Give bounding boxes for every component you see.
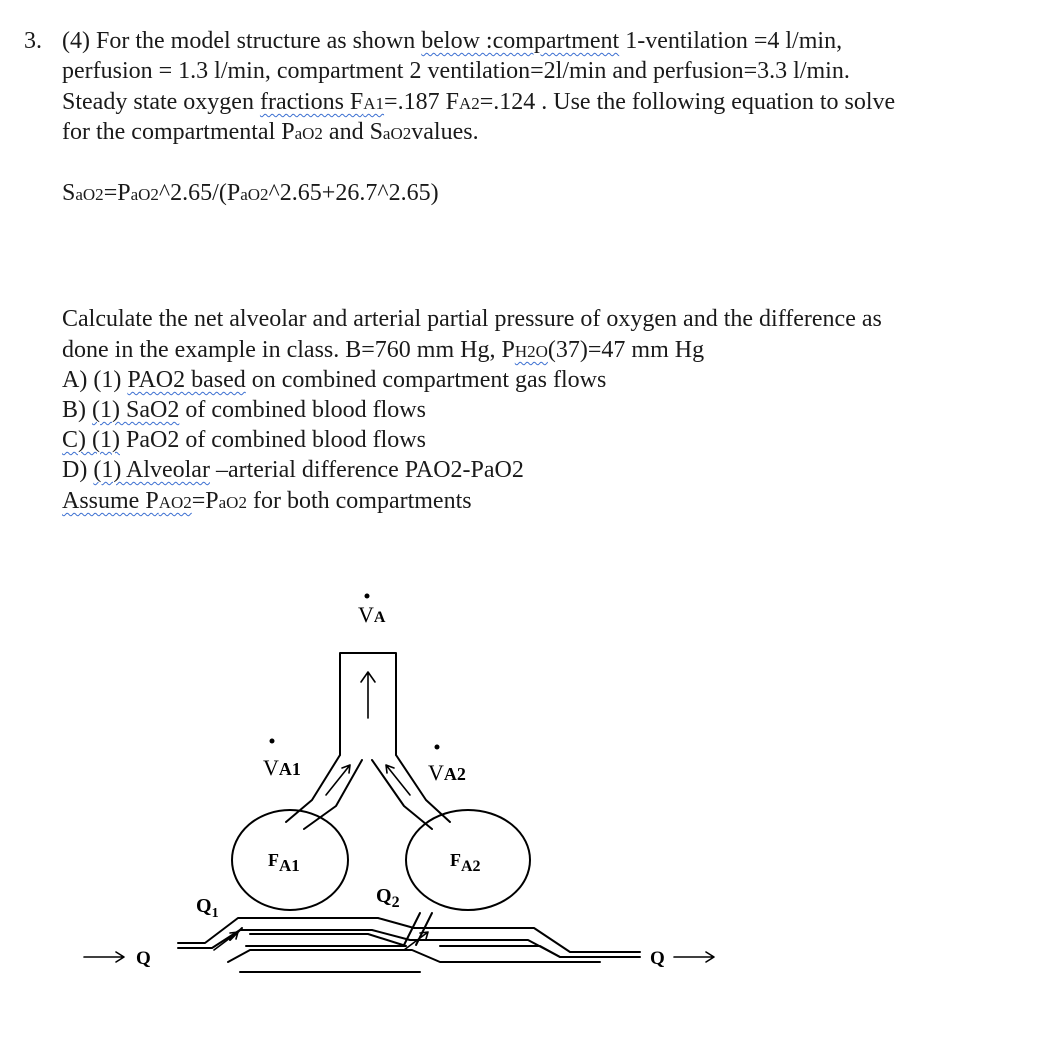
question-number: 3. [24, 28, 42, 54]
fa1-label: FA1 [268, 850, 300, 875]
va-label: VA [358, 602, 386, 627]
va2-label: VA2 [428, 760, 466, 785]
up-arrow [361, 672, 375, 718]
q2-label: $Q_2$ [376, 885, 400, 911]
question-line-2: perfusion = 1.3 l/min, compartment 2 ventilation=2l/min and perfusion=3.3 l/min. [62, 58, 850, 84]
part-a: A) (1) PAO2 based on combined compartment gas flows [62, 367, 607, 393]
q-in-label: Q [136, 948, 151, 969]
arrow-left-airway [326, 765, 350, 795]
part-d: D) (1) Alveolar –arterial difference PAO2-PaO2 [62, 457, 524, 483]
calc-line-1: Calculate the net alveolar and arterial partial pressure of oxygen and the difference as [62, 306, 882, 332]
question-line-4: for the compartmental PaO2 and SaO2values. [62, 119, 479, 145]
part-b: B) (1) SaO2 of combined blood flows [62, 397, 426, 423]
fa2-label: FA2 [450, 850, 481, 875]
calc-line-2: done in the example in class. B=760 mm Hg, PH2O(37)=47 mm Hg [62, 337, 705, 363]
arrow-q-out [674, 952, 714, 962]
assumption-line: Assume PAO2=PaO2 for both compartments [62, 488, 472, 514]
arrow-q-in [84, 952, 124, 962]
question-line-1: (4) For the model structure as shown below :compartment 1-ventilation =4 l/min, [62, 28, 843, 54]
question-line-3: Steady state oxygen fractions FA1=.187 FA2=.124 . Use the following equation to solve [62, 89, 896, 115]
va1-label: VA1 [263, 755, 301, 780]
q1-label: $Q_1$ [196, 895, 219, 921]
part-c: C) (1) PaO2 of combined blood flows [62, 427, 426, 453]
q-out-label: Q [650, 948, 665, 969]
saturation-equation: SaO2=PaO2^2.65/(PaO2^2.65+26.7^2.65) [62, 180, 439, 206]
